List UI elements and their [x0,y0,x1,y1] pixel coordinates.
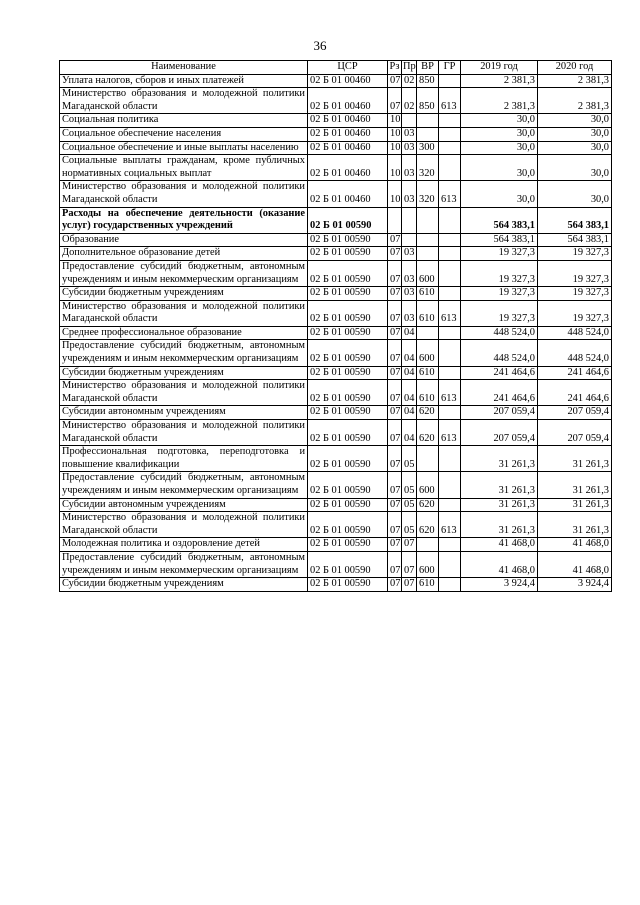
header-csr: ЦСР [308,61,388,75]
cell-gr [439,114,461,128]
cell-csr: 02 Б 01 00590 [308,247,388,261]
cell-pr: 03 [402,127,417,141]
cell-2020: 31 261,3 [538,512,612,538]
cell-rz: 07 [388,366,402,380]
header-rz: Рз [388,61,402,75]
cell-vr: 850 [417,88,439,114]
cell-vr: 320 [417,155,439,181]
cell-2019: 31 261,3 [461,498,538,512]
cell-vr: 610 [417,287,439,301]
cell-pr: 05 [402,498,417,512]
cell-csr: 02 Б 01 00590 [308,326,388,340]
header-pr: Пр [402,61,417,75]
cell-2019: 448 524,0 [461,326,538,340]
cell-rz: 07 [388,380,402,406]
cell-pr: 03 [402,287,417,301]
header-2019: 2019 год [461,61,538,75]
table-row [60,141,612,155]
cell-pr: 03 [402,247,417,261]
cell-pr: 07 [402,578,417,592]
cell-2020: 2 381,3 [538,74,612,88]
cell-2019: 241 464,6 [461,366,538,380]
cell-name: Министерство образования и молодежной политики Магаданской области [60,181,308,207]
cell-rz: 07 [388,538,402,552]
table-row [60,114,612,128]
cell-gr: 613 [439,300,461,326]
table-row [60,207,612,233]
cell-2019: 30,0 [461,127,538,141]
table-row [60,155,612,181]
cell-name: Предоставление субсидий бюджетным, автономным учреждениям и иным некоммерческим организациям [60,551,308,577]
cell-csr: 02 Б 01 00590 [308,366,388,380]
cell-2020: 30,0 [538,141,612,155]
cell-rz: 07 [388,300,402,326]
cell-2020: 564 383,1 [538,207,612,233]
cell-vr: 620 [417,498,439,512]
cell-rz: 07 [388,446,402,472]
cell-rz: 07 [388,420,402,446]
cell-pr: 07 [402,551,417,577]
cell-vr [417,326,439,340]
table-row [60,512,612,538]
cell-gr [439,141,461,155]
table-row [60,300,612,326]
cell-csr: 02 Б 01 00590 [308,472,388,498]
cell-2020: 19 327,3 [538,300,612,326]
cell-csr: 02 Б 01 00590 [308,498,388,512]
cell-vr [417,207,439,233]
table-row [60,538,612,552]
cell-csr: 02 Б 01 00590 [308,551,388,577]
cell-pr: 04 [402,326,417,340]
cell-vr: 620 [417,420,439,446]
cell-name: Дополнительное образование детей [60,247,308,261]
cell-csr: 02 Б 01 00460 [308,155,388,181]
cell-name: Субсидии бюджетным учреждениям [60,366,308,380]
cell-pr: 02 [402,74,417,88]
cell-gr: 613 [439,88,461,114]
cell-gr [439,498,461,512]
cell-rz: 07 [388,340,402,366]
cell-gr [439,287,461,301]
cell-name: Профессиональная подготовка, переподготовка и повышение квалификации [60,446,308,472]
cell-vr: 610 [417,578,439,592]
cell-vr: 600 [417,260,439,286]
cell-2020: 30,0 [538,114,612,128]
table-row [60,287,612,301]
cell-2019: 19 327,3 [461,300,538,326]
cell-2020: 41 468,0 [538,551,612,577]
cell-vr: 610 [417,366,439,380]
cell-2020: 30,0 [538,181,612,207]
cell-pr: 05 [402,446,417,472]
cell-csr: 02 Б 01 00590 [308,340,388,366]
cell-2020: 31 261,3 [538,472,612,498]
cell-csr: 02 Б 01 00460 [308,88,388,114]
cell-pr: 04 [402,420,417,446]
cell-2020: 30,0 [538,127,612,141]
cell-csr: 02 Б 01 00590 [308,233,388,247]
table-row [60,406,612,420]
cell-2019: 564 383,1 [461,207,538,233]
cell-rz: 07 [388,233,402,247]
table-row [60,247,612,261]
cell-csr: 02 Б 01 00590 [308,420,388,446]
cell-2019: 241 464,6 [461,380,538,406]
cell-2019: 30,0 [461,155,538,181]
cell-2019: 564 383,1 [461,233,538,247]
cell-pr: 03 [402,181,417,207]
table-row [60,127,612,141]
cell-rz: 07 [388,498,402,512]
cell-vr [417,538,439,552]
cell-2020: 448 524,0 [538,326,612,340]
cell-name: Министерство образования и молодежной политики Магаданской области [60,300,308,326]
cell-vr: 600 [417,551,439,577]
cell-name: Субсидии автономным учреждениям [60,406,308,420]
cell-gr [439,406,461,420]
table-header-row [60,61,612,75]
cell-vr: 600 [417,340,439,366]
table-row [60,420,612,446]
cell-vr: 620 [417,406,439,420]
cell-vr [417,233,439,247]
budget-table [59,60,612,592]
page-number: 36 [313,38,327,53]
cell-2020: 241 464,6 [538,366,612,380]
cell-2019: 19 327,3 [461,247,538,261]
cell-rz: 07 [388,287,402,301]
table-row [60,380,612,406]
cell-rz: 07 [388,406,402,420]
cell-gr [439,127,461,141]
table-row [60,578,612,592]
cell-csr: 02 Б 01 00460 [308,141,388,155]
cell-2019: 19 327,3 [461,287,538,301]
cell-2019: 30,0 [461,114,538,128]
cell-csr: 02 Б 01 00590 [308,538,388,552]
cell-csr: 02 Б 01 00590 [308,260,388,286]
cell-vr: 600 [417,472,439,498]
cell-2019: 2 381,3 [461,74,538,88]
cell-rz: 10 [388,141,402,155]
cell-gr [439,326,461,340]
cell-2020: 241 464,6 [538,380,612,406]
cell-csr: 02 Б 01 00590 [308,406,388,420]
cell-2020: 207 059,4 [538,406,612,420]
cell-name: Социальное обеспечение и иные выплаты населению [60,141,308,155]
cell-rz: 10 [388,181,402,207]
cell-gr [439,472,461,498]
cell-rz: 07 [388,260,402,286]
table-row [60,472,612,498]
cell-name: Образование [60,233,308,247]
cell-gr [439,446,461,472]
cell-rz: 07 [388,512,402,538]
cell-csr: 02 Б 01 00460 [308,114,388,128]
cell-2020: 564 383,1 [538,233,612,247]
cell-pr: 05 [402,472,417,498]
cell-vr: 850 [417,74,439,88]
cell-rz: 07 [388,578,402,592]
cell-gr [439,340,461,366]
cell-csr: 02 Б 01 00460 [308,181,388,207]
cell-csr: 02 Б 01 00590 [308,207,388,233]
cell-pr: 03 [402,260,417,286]
cell-csr: 02 Б 01 00590 [308,287,388,301]
cell-gr [439,538,461,552]
cell-2020: 41 468,0 [538,538,612,552]
cell-vr: 300 [417,141,439,155]
cell-gr [439,551,461,577]
cell-name: Социальное обеспечение населения [60,127,308,141]
cell-pr: 04 [402,380,417,406]
cell-csr: 02 Б 01 00590 [308,578,388,592]
cell-name: Предоставление субсидий бюджетным, автономным учреждениям и иным некоммерческим организациям [60,340,308,366]
cell-rz: 07 [388,551,402,577]
cell-name: Субсидии бюджетным учреждениям [60,287,308,301]
cell-2019: 30,0 [461,181,538,207]
cell-pr: 02 [402,88,417,114]
table-row [60,233,612,247]
cell-csr: 02 Б 01 00590 [308,446,388,472]
cell-pr: 04 [402,406,417,420]
cell-2020: 31 261,3 [538,446,612,472]
cell-gr [439,247,461,261]
cell-2020: 19 327,3 [538,247,612,261]
cell-gr [439,260,461,286]
cell-gr: 613 [439,181,461,207]
cell-name: Расходы на обеспечение деятельности (оказание услуг) государственных учреждений [60,207,308,233]
cell-name: Субсидии бюджетным учреждениям [60,578,308,592]
header-2020: 2020 год [538,61,612,75]
cell-2020: 2 381,3 [538,88,612,114]
cell-vr: 610 [417,300,439,326]
cell-csr: 02 Б 01 00460 [308,127,388,141]
table-row [60,181,612,207]
cell-csr: 02 Б 01 00590 [308,380,388,406]
cell-name: Социальные выплаты гражданам, кроме публичных нормативных социальных выплат [60,155,308,181]
cell-vr [417,446,439,472]
cell-2019: 31 261,3 [461,512,538,538]
cell-gr [439,366,461,380]
cell-pr: 07 [402,538,417,552]
cell-pr [402,233,417,247]
cell-2020: 30,0 [538,155,612,181]
cell-name: Уплата налогов, сборов и иных платежей [60,74,308,88]
table-row [60,260,612,286]
cell-name: Социальная политика [60,114,308,128]
cell-rz: 07 [388,74,402,88]
cell-name: Предоставление субсидий бюджетным, автономным учреждениям и иным некоммерческим организациям [60,472,308,498]
cell-gr: 613 [439,512,461,538]
table-row [60,446,612,472]
cell-csr: 02 Б 01 00590 [308,300,388,326]
table-row [60,74,612,88]
cell-rz: 07 [388,472,402,498]
cell-gr [439,207,461,233]
cell-pr: 03 [402,141,417,155]
cell-2020: 31 261,3 [538,498,612,512]
cell-gr [439,578,461,592]
cell-gr [439,233,461,247]
table-row [60,88,612,114]
cell-rz: 07 [388,88,402,114]
cell-2019: 31 261,3 [461,446,538,472]
cell-name: Министерство образования и молодежной политики Магаданской области [60,420,308,446]
table-row [60,498,612,512]
cell-2019: 2 381,3 [461,88,538,114]
cell-2020: 448 524,0 [538,340,612,366]
table-row [60,340,612,366]
cell-pr: 05 [402,512,417,538]
cell-2019: 41 468,0 [461,551,538,577]
cell-2019: 31 261,3 [461,472,538,498]
cell-vr: 320 [417,181,439,207]
cell-2019: 207 059,4 [461,406,538,420]
table-row [60,326,612,340]
cell-name: Министерство образования и молодежной политики Магаданской области [60,380,308,406]
cell-pr [402,114,417,128]
cell-vr [417,247,439,261]
cell-vr: 610 [417,380,439,406]
cell-2019: 19 327,3 [461,260,538,286]
cell-2020: 207 059,4 [538,420,612,446]
table-row [60,366,612,380]
cell-rz [388,207,402,233]
cell-rz: 10 [388,114,402,128]
cell-vr [417,114,439,128]
cell-vr [417,127,439,141]
cell-2019: 41 468,0 [461,538,538,552]
cell-pr: 03 [402,300,417,326]
cell-rz: 07 [388,247,402,261]
cell-name: Среднее профессиональное образование [60,326,308,340]
table-body [60,74,612,591]
header-gr: ГР [439,61,461,75]
cell-name: Министерство образования и молодежной политики Магаданской области [60,512,308,538]
cell-gr [439,155,461,181]
cell-gr: 613 [439,380,461,406]
cell-name: Предоставление субсидий бюджетным, автономным учреждениям и иным некоммерческим организациям [60,260,308,286]
cell-2019: 448 524,0 [461,340,538,366]
header-name: Наименование [60,61,308,75]
cell-2019: 30,0 [461,141,538,155]
cell-2019: 3 924,4 [461,578,538,592]
cell-pr: 04 [402,340,417,366]
cell-pr: 04 [402,366,417,380]
cell-name: Субсидии автономным учреждениям [60,498,308,512]
cell-2020: 3 924,4 [538,578,612,592]
cell-2019: 207 059,4 [461,420,538,446]
cell-vr: 620 [417,512,439,538]
cell-name: Молодежная политика и оздоровление детей [60,538,308,552]
header-vr: ВР [417,61,439,75]
cell-csr: 02 Б 01 00460 [308,74,388,88]
cell-csr: 02 Б 01 00590 [308,512,388,538]
cell-rz: 07 [388,326,402,340]
cell-pr [402,207,417,233]
cell-rz: 10 [388,127,402,141]
table-row [60,551,612,577]
cell-gr [439,74,461,88]
cell-2020: 19 327,3 [538,287,612,301]
cell-rz: 10 [388,155,402,181]
cell-2020: 19 327,3 [538,260,612,286]
cell-pr: 03 [402,155,417,181]
cell-name: Министерство образования и молодежной политики Магаданской области [60,88,308,114]
cell-gr: 613 [439,420,461,446]
